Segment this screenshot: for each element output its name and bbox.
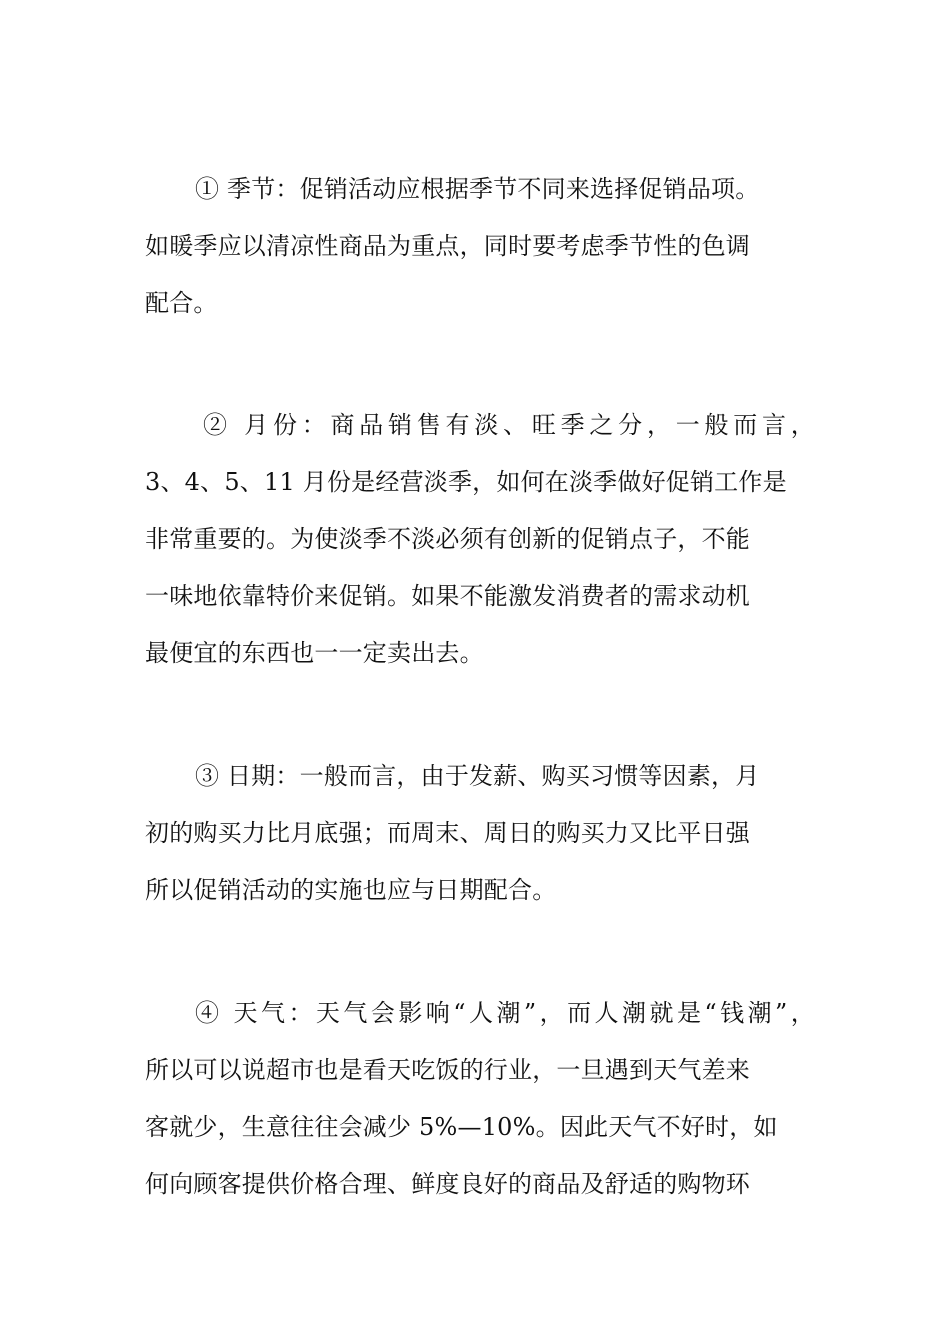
paragraph-line: 何向顾客提供价格合理、鲜度良好的商品及舒适的购物环 [145, 1170, 750, 1198]
paragraph-line: 所以促销活动的实施也应与日期配合。 [145, 876, 557, 904]
paragraph-line: 所以可以说超市也是看天吃饭的行业，一旦遇到天气差来 [145, 1056, 750, 1084]
paragraph-line: 最便宜的东西也一一定卖出去。 [145, 639, 484, 667]
paragraph-season [145, 161, 815, 332]
paragraph-line: 如暖季应以清凉性商品为重点，同时要考虑季节性的色调 [145, 232, 750, 260]
paragraph-line: 非常重要的。为使淡季不淡必须有创新的促销点子，不能 [145, 525, 750, 553]
paragraph-month [145, 397, 815, 682]
paragraph-line: 一味地依靠特价来促销。如果不能激发消费者的需求动机 [145, 582, 750, 610]
paragraph-line: ③ 日期：一般而言，由于发薪、购买习惯等因素，月 [195, 762, 760, 790]
paragraph-date [145, 748, 815, 919]
paragraph-line: 客就少，生意往往会减少 5%—10%。因此天气不好时，如 [145, 1113, 778, 1141]
paragraph-line: 3、4、5、11 月份是经营淡季，如何在淡季做好促销工作是 [145, 468, 787, 496]
paragraph-line: 配合。 [145, 289, 218, 317]
paragraph-line: ② 月份：商品销售有淡、旺季之分，一般而言， [203, 411, 815, 439]
paragraph-line: ① 季节：促销活动应根据季节不同来选择促销品项。 [195, 175, 760, 203]
paragraph-line: 初的购买力比月底强；而周末、周日的购买力又比平日强 [145, 819, 750, 847]
paragraph-weather [145, 985, 815, 1213]
paragraph-line: ④ 天气：天气会影响“人潮”，而人潮就是“钱潮”， [195, 999, 815, 1027]
